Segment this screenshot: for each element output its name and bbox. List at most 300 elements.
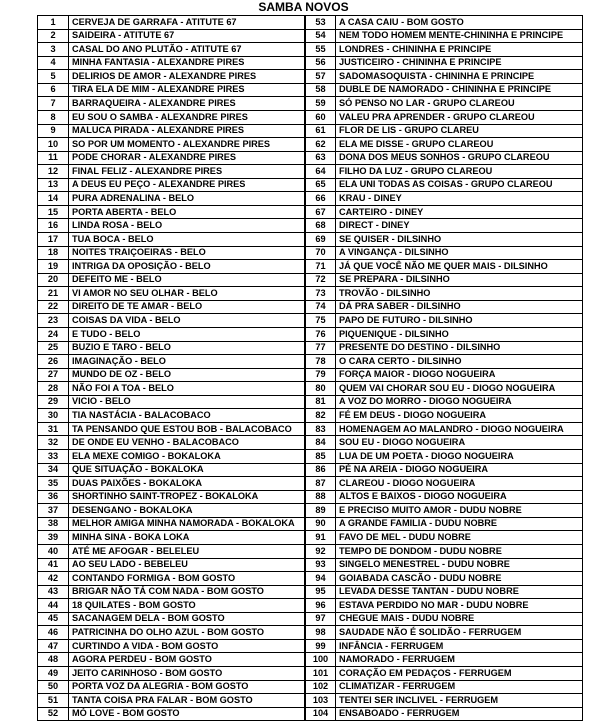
song-number: 60 (306, 111, 336, 124)
song-title: O CARA CERTO - DILSINHO (339, 355, 462, 366)
song-title: FLOR DE LIS - GRUPO CLAREU (339, 125, 479, 136)
table-row (38, 274, 304, 288)
song-number: 91 (306, 531, 336, 544)
song-number: 11 (38, 152, 69, 165)
song-title: PORTA ABERTA - BELO (72, 206, 177, 217)
song-number: 55 (306, 43, 336, 56)
song-number: 8 (38, 111, 69, 124)
song-title: JEITO CARINHOSO - BOM GOSTO (72, 667, 223, 678)
table-row (306, 681, 582, 695)
song-title: CURTINDO A VIDA - BOM GOSTO (72, 640, 219, 651)
song-number: 94 (306, 572, 336, 585)
song-title: DIREITO DE TE AMAR - BELO (72, 301, 203, 312)
table-row (38, 586, 304, 600)
song-title: DIRECT - DINEY (339, 220, 410, 231)
song-number: 58 (306, 84, 336, 97)
table-row (38, 206, 304, 220)
song-number: 76 (306, 328, 336, 341)
table-row (306, 219, 582, 233)
song-number: 44 (38, 599, 69, 612)
table-row (306, 111, 582, 125)
song-title: DONA DOS MEUS SONHOS - GRUPO CLAREOU (339, 152, 550, 163)
table-row (38, 694, 304, 708)
table-row (306, 586, 582, 600)
table-row (306, 233, 582, 247)
page-title: SAMBA NOVOS (258, 0, 349, 14)
song-title: LONDRES - CHININHA E PRINCIPE (339, 43, 492, 54)
song-number: 73 (306, 287, 336, 300)
song-title: JUSTICEIRO - CHININHA E PRINCIPE (339, 57, 502, 68)
song-number: 37 (38, 504, 69, 517)
table-row (306, 206, 582, 220)
table-row (306, 260, 582, 274)
song-title: NEM TODO HOMEM MENTE-CHININHA E PRINCIPE (339, 30, 564, 41)
song-number: 41 (38, 559, 69, 572)
song-number: 23 (38, 314, 69, 327)
song-title: SAUDADE NÃO É SOLIDÃO - FERRUGEM (339, 626, 522, 637)
table-row (38, 43, 304, 57)
song-title: TROVÃO - DILSINHO (339, 287, 431, 298)
table-row (38, 152, 304, 166)
song-title: IMAGINAÇÃO - BELO (72, 355, 166, 366)
song-number: 9 (38, 125, 69, 138)
table-row (306, 559, 582, 573)
song-title: FÉ EM DEUS - DIOGO NOGUEIRA (339, 409, 487, 420)
song-title: CASAL DO ANO PLUTÃO - ATITUTE 67 (72, 43, 242, 54)
song-title: TA PENSANDO QUE ESTOU BOB - BALACOBACO (72, 423, 292, 434)
table-row (306, 125, 582, 139)
song-number: 62 (306, 138, 336, 151)
song-title: SINGELO MENESTREL - DUDU NOBRE (339, 559, 510, 570)
table-row (38, 179, 304, 193)
table-row (38, 640, 304, 654)
song-title: LUA DE UM POETA - DIOGO NOGUEIRA (339, 450, 514, 461)
song-title: DE ONDE EU VENHO - BALACOBACO (72, 437, 239, 448)
song-number: 61 (306, 125, 336, 138)
song-title: PODE CHORAR - ALEXANDRE PIRES (72, 152, 237, 163)
table-row (306, 409, 582, 423)
table-row (306, 708, 582, 721)
song-number: 2 (38, 30, 69, 43)
song-number: 10 (38, 138, 69, 151)
song-title: 18 QUILATES - BOM GOSTO (72, 599, 196, 610)
song-title: GOIABADA CASCÃO - DUDU NOBRE (339, 572, 502, 583)
song-title: ATÉ ME AFOGAR - BELELEU (72, 545, 200, 556)
table-row (306, 138, 582, 152)
table-row (38, 559, 304, 573)
table-row (306, 653, 582, 667)
table-row (306, 192, 582, 206)
song-number: 20 (38, 274, 69, 287)
song-number: 95 (306, 586, 336, 599)
song-number: 68 (306, 219, 336, 232)
song-title: INTRIGA DA OPOSIÇÃO - BELO (72, 260, 211, 271)
song-title: E TUDO - BELO (72, 328, 141, 339)
song-number: 42 (38, 572, 69, 585)
song-title: TIA NASTÁCIA - BALACOBACO (72, 409, 211, 420)
song-number: 33 (38, 450, 69, 463)
table-row (38, 355, 304, 369)
song-number: 24 (38, 328, 69, 341)
song-number: 3 (38, 43, 69, 56)
song-title: CARTEIRO - DINEY (339, 206, 424, 217)
song-number: 13 (38, 179, 69, 192)
song-title: TUA BOCA - BELO (72, 233, 154, 244)
song-number: 35 (38, 477, 69, 490)
table-row (306, 84, 582, 98)
table-row (38, 369, 304, 383)
song-number: 65 (306, 179, 336, 192)
table-row (38, 382, 304, 396)
song-number: 12 (38, 165, 69, 178)
song-number: 72 (306, 274, 336, 287)
song-number: 71 (306, 260, 336, 273)
song-number: 22 (38, 301, 69, 314)
table-row (38, 125, 304, 139)
table-row (38, 84, 304, 98)
song-number: 83 (306, 423, 336, 436)
table-row (306, 342, 582, 356)
song-number: 84 (306, 436, 336, 449)
song-title: FINAL FELIZ - ALEXANDRE PIRES (72, 165, 223, 176)
song-title: SO POR UM MOMENTO - ALEXANDRE PIRES (72, 138, 271, 149)
table-row (38, 247, 304, 261)
song-number: 54 (306, 30, 336, 43)
song-title: MINHA SINA - BOKA LOKA (72, 532, 190, 543)
table-row (38, 233, 304, 247)
song-title: TIRA ELA DE MIM - ALEXANDRE PIRES (72, 84, 245, 95)
song-title: KRAU - DINEY (339, 192, 402, 203)
table-row (38, 192, 304, 206)
table-row (306, 274, 582, 288)
table-row (306, 531, 582, 545)
song-number: 87 (306, 477, 336, 490)
song-number: 74 (306, 301, 336, 314)
table-row (306, 626, 582, 640)
song-title: LEVADA DESSE TANTAN - DUDU NOBRE (339, 586, 519, 597)
table-row (38, 423, 304, 437)
table-row (306, 640, 582, 654)
song-title: SAIDEIRA - ATITUTE 67 (72, 30, 175, 41)
table-row (306, 97, 582, 111)
song-number: 86 (306, 464, 336, 477)
table-row (38, 97, 304, 111)
song-number: 92 (306, 545, 336, 558)
song-title: DEFEITO ME - BELO (72, 274, 162, 285)
table-row (306, 43, 582, 57)
table-row (38, 287, 304, 301)
song-title: MALUCA PIRADA - ALEXANDRE PIRES (72, 125, 245, 136)
table-row (38, 545, 304, 559)
table-row (38, 342, 304, 356)
song-title: PÉ NA AREIA - DIOGO NOGUEIRA (339, 464, 489, 475)
song-title: ELA MEXE COMIGO - BOKALOKA (72, 450, 221, 461)
song-title: SOU EU - DIOGO NOGUEIRA (339, 437, 466, 448)
table-row (38, 599, 304, 613)
song-title: A CASA CAIU - BOM GOSTO (339, 16, 464, 27)
song-title: FORÇA MAIOR - DIOGO NOGUEIRA (339, 369, 496, 380)
song-number: 46 (38, 626, 69, 639)
table-row (306, 30, 582, 44)
song-title: FAVO DE MEL - DUDU NOBRE (339, 532, 471, 543)
song-title: AO SEU LADO - BEBELEU (72, 559, 188, 570)
song-number: 79 (306, 369, 336, 382)
song-title: SHORTINHO SAINT-TROPEZ - BOKALOKA (72, 491, 259, 502)
song-number: 102 (306, 681, 336, 694)
song-title: CLIMATIZAR - FERRUGEM (339, 681, 456, 692)
table-row (38, 491, 304, 505)
song-number: 26 (38, 355, 69, 368)
table-row (306, 382, 582, 396)
song-title: ALTOS E BAIXOS - DIOGO NOGUEIRA (339, 491, 507, 502)
song-number: 30 (38, 409, 69, 422)
table-row (38, 626, 304, 640)
table-row (306, 287, 582, 301)
song-number: 75 (306, 314, 336, 327)
song-number: 47 (38, 640, 69, 653)
song-title: INFÂNCIA - FERRUGEM (339, 640, 444, 651)
table-row (38, 504, 304, 518)
song-title: PATRICINHA DO OLHO AZUL - BOM GOSTO (72, 626, 265, 637)
table-row (38, 477, 304, 491)
table-row (38, 667, 304, 681)
song-number: 40 (38, 545, 69, 558)
song-number: 32 (38, 436, 69, 449)
song-number: 6 (38, 84, 69, 97)
table-row (306, 57, 582, 71)
table-row (306, 396, 582, 410)
table-row (38, 70, 304, 84)
song-table (37, 15, 583, 721)
table-row (306, 369, 582, 383)
table-row (306, 355, 582, 369)
table-row (38, 111, 304, 125)
song-title: PORTA VOZ DA ALEGRIA - BOM GOSTO (72, 681, 249, 692)
song-number: 103 (306, 694, 336, 707)
song-number: 39 (38, 531, 69, 544)
song-title: BUZIO E TARO - BELO (72, 342, 171, 353)
song-title: MINHA FANTASIA - ALEXANDRE PIRES (72, 57, 245, 68)
song-title: CERVEJA DE GARRAFA - ATITUTE 67 (72, 16, 237, 27)
song-title: DUAS PAIXÕES - BOKALOKA (72, 477, 202, 488)
song-number: 28 (38, 382, 69, 395)
song-title: NAMORADO - FERRUGEM (339, 654, 455, 665)
table-row (306, 165, 582, 179)
song-title: MELHOR AMIGA MINHA NAMORADA - BOKALOKA (72, 518, 295, 529)
song-number: 36 (38, 491, 69, 504)
song-title: FILHO DA LUZ - GRUPO CLAREOU (339, 165, 493, 176)
song-number: 45 (38, 613, 69, 626)
table-row (38, 531, 304, 545)
song-number: 82 (306, 409, 336, 422)
song-number: 78 (306, 355, 336, 368)
song-number: 98 (306, 626, 336, 639)
song-number: 48 (38, 653, 69, 666)
song-number: 21 (38, 287, 69, 300)
table-row (38, 260, 304, 274)
table-row (306, 518, 582, 532)
table-row (306, 667, 582, 681)
table-row (38, 450, 304, 464)
song-number: 77 (306, 342, 336, 355)
song-title: COISAS DA VIDA - BELO (72, 315, 181, 326)
song-number: 90 (306, 518, 336, 531)
table-row (38, 708, 304, 721)
song-title: ENSABOADO - FERRUGEM (339, 708, 460, 719)
song-number: 14 (38, 192, 69, 205)
song-number: 18 (38, 247, 69, 260)
song-number: 34 (38, 464, 69, 477)
song-title: ELA ME DISSE - GRUPO CLAREOU (339, 138, 494, 149)
song-title: SE QUISER - DILSINHO (339, 233, 442, 244)
table-row (306, 179, 582, 193)
table-row (306, 613, 582, 627)
song-title: DELIRIOS DE AMOR - ALEXANDRE PIRES (72, 70, 257, 81)
song-title: VI AMOR NO SEU OLHAR - BELO (72, 287, 218, 298)
song-title: PIQUENIQUE - DILSINHO (339, 328, 449, 339)
song-title: DUBLE DE NAMORADO - CHININHA E PRINCIPE (339, 84, 551, 95)
song-title: CHEGUE MAIS - DUDU NOBRE (339, 613, 475, 624)
song-title: A GRANDE FAMILIA - DUDU NOBRE (339, 518, 498, 529)
table-row (306, 301, 582, 315)
table-row (306, 504, 582, 518)
table-row (38, 328, 304, 342)
song-number: 67 (306, 206, 336, 219)
song-number: 16 (38, 219, 69, 232)
table-row (306, 477, 582, 491)
table-row (38, 681, 304, 695)
table-row (38, 57, 304, 71)
song-number: 97 (306, 613, 336, 626)
song-number: 17 (38, 233, 69, 246)
song-title: VALEU PRA APRENDER - GRUPO CLAREOU (339, 111, 535, 122)
song-title: SACANAGEM DELA - BOM GOSTO (72, 613, 225, 624)
song-number: 89 (306, 504, 336, 517)
table-row (38, 219, 304, 233)
song-number: 50 (38, 681, 69, 694)
song-number: 27 (38, 369, 69, 382)
song-number: 56 (306, 57, 336, 70)
song-number: 70 (306, 247, 336, 260)
table-row (306, 423, 582, 437)
table-row (306, 247, 582, 261)
song-title: SÓ PENSO NO LAR - GRUPO CLAREOU (339, 98, 515, 109)
table-row (306, 152, 582, 166)
song-title: PRESENTE DO DESTINO - DILSINHO (339, 342, 501, 353)
song-title: A VINGANÇA - DILSINHO (339, 247, 449, 258)
song-number: 96 (306, 599, 336, 612)
song-number: 51 (38, 694, 69, 707)
table-row (38, 464, 304, 478)
song-title: MÓ LOVE - BOM GOSTO (72, 708, 180, 719)
song-title: LINDA ROSA - BELO (72, 220, 163, 231)
table-row (38, 314, 304, 328)
table-row (306, 464, 582, 478)
song-number: 38 (38, 518, 69, 531)
song-title: CONTANDO FORMIGA - BOM GOSTO (72, 572, 236, 583)
song-title: EU SOU O SAMBA - ALEXANDRE PIRES (72, 111, 248, 122)
song-title: NÃO FOI A TOA - BELO (72, 382, 174, 393)
table-row (306, 436, 582, 450)
song-title: QUEM VAI CHORAR SOU EU - DIOGO NOGUEIRA (339, 382, 556, 393)
song-title: AGORA PERDEU - BOM GOSTO (72, 654, 212, 665)
table-row (38, 436, 304, 450)
table-row (38, 396, 304, 410)
table-row (38, 30, 304, 44)
song-number: 52 (38, 708, 69, 721)
song-title: TANTA COISA PRA FALAR - BOM GOSTO (72, 694, 253, 705)
song-number: 63 (306, 152, 336, 165)
song-number: 104 (306, 708, 336, 721)
table-row (306, 491, 582, 505)
song-number: 101 (306, 667, 336, 680)
song-number: 49 (38, 667, 69, 680)
table-row (38, 518, 304, 532)
song-number: 57 (306, 70, 336, 83)
song-column-left (38, 16, 306, 720)
song-number: 5 (38, 70, 69, 83)
song-title: A DEUS EU PEÇO - ALEXANDRE PIRES (72, 179, 246, 190)
song-number: 93 (306, 559, 336, 572)
table-row (306, 16, 582, 30)
table-row (38, 613, 304, 627)
table-row (306, 694, 582, 708)
song-number: 29 (38, 396, 69, 409)
table-row (38, 138, 304, 152)
song-number: 43 (38, 586, 69, 599)
song-number: 4 (38, 57, 69, 70)
table-row (306, 599, 582, 613)
song-number: 25 (38, 342, 69, 355)
song-title: CORAÇÃO EM PEDAÇOS - FERRUGEM (339, 667, 512, 678)
song-title: BRIGAR NÃO TÁ COM NADA - BOM GOSTO (72, 586, 264, 597)
song-number: 69 (306, 233, 336, 246)
table-row (306, 70, 582, 84)
table-row (38, 653, 304, 667)
table-row (306, 545, 582, 559)
song-title: JÁ QUE VOCÊ NÃO ME QUER MAIS - DILSINHO (339, 260, 548, 271)
song-title: BARRAQUEIRA - ALEXANDRE PIRES (72, 98, 236, 109)
song-title: HOMENAGEM AO MALANDRO - DIOGO NOGUEIRA (339, 423, 564, 434)
song-title: TEMPO DE DONDOM - DUDU NOBRE (339, 545, 502, 556)
song-number: 31 (38, 423, 69, 436)
song-title: ESTAVA PERDIDO NO MAR - DUDU NOBRE (339, 599, 529, 610)
table-row (306, 314, 582, 328)
song-number: 53 (306, 16, 336, 29)
song-number: 19 (38, 260, 69, 273)
song-column-right (306, 16, 582, 720)
song-number: 7 (38, 97, 69, 110)
song-title: DÁ PRA SABER - DILSINHO (339, 301, 461, 312)
song-title: PURA ADRENALINA - BELO (72, 192, 194, 203)
song-title: DESENGANO - BOKALOKA (72, 504, 193, 515)
table-row (38, 16, 304, 30)
table-row (38, 301, 304, 315)
table-row (306, 328, 582, 342)
song-number: 64 (306, 165, 336, 178)
song-title: CLAREOU - DIOGO NOGUEIRA (339, 477, 476, 488)
song-number: 99 (306, 640, 336, 653)
table-row (38, 572, 304, 586)
song-title: SE PREPARA - DILSINHO (339, 274, 450, 285)
song-title: ELA UNI TODAS AS COISAS - GRUPO CLAREOU (339, 179, 553, 190)
song-title: SADOMASOQUISTA - CHININHA E PRINCIPE (339, 70, 535, 81)
song-title: MUNDO DE OZ - BELO (72, 369, 172, 380)
song-number: 1 (38, 16, 69, 29)
song-title: TENTEI SER INCLIVEL - FERRUGEM (339, 694, 499, 705)
song-title: VICIO - BELO (72, 396, 131, 407)
song-number: 59 (306, 97, 336, 110)
